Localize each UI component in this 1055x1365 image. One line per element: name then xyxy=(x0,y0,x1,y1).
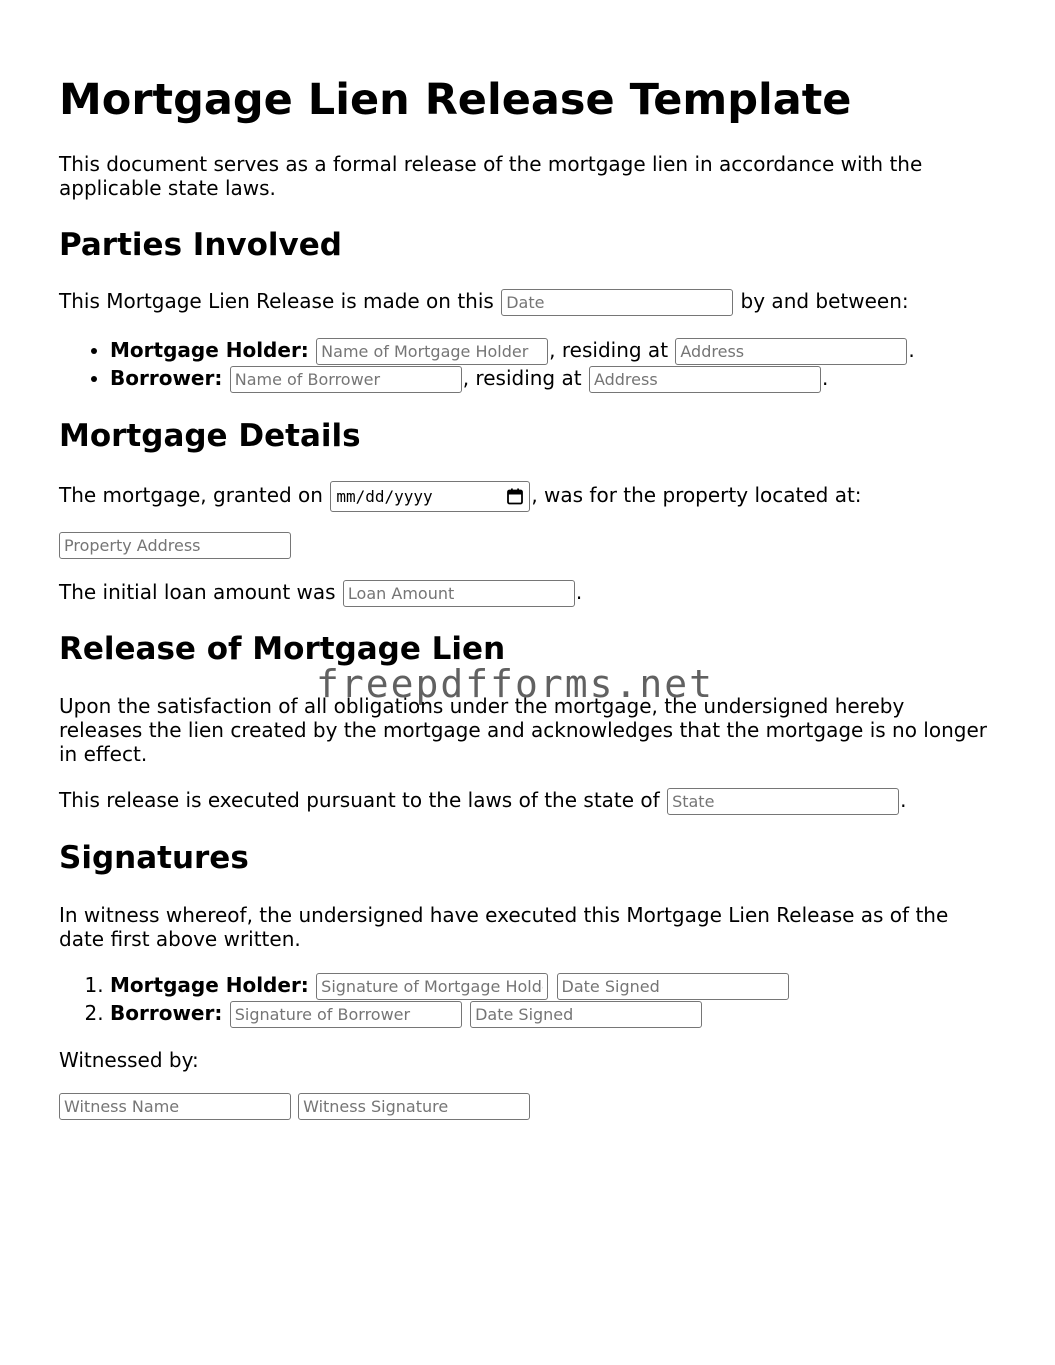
loan-prefix: The initial loan amount was xyxy=(59,580,336,604)
witness-name-input[interactable] xyxy=(59,1093,291,1120)
release-heading: Release of Mortgage Lien xyxy=(59,631,506,667)
parties-heading: Parties Involved xyxy=(59,227,342,263)
page-title: Mortgage Lien Release Template xyxy=(59,75,852,125)
property-address-line xyxy=(59,532,989,559)
calendar-icon[interactable] xyxy=(507,488,523,505)
holder-residing-text: , residing at xyxy=(549,338,669,362)
list-item-borrower-signature xyxy=(110,1000,989,1028)
borrower-residing-text: , residing at xyxy=(462,366,582,390)
parties-list xyxy=(59,337,989,393)
borrower-signature-input[interactable] xyxy=(230,1001,462,1028)
intro-text: This document serves as a formal release of the mortgage lien in accordance with the applicable state laws. xyxy=(59,152,923,200)
holder-signature-label: Mortgage Holder: xyxy=(110,973,309,997)
release-date-input[interactable] xyxy=(501,289,733,316)
holder-signature-input[interactable] xyxy=(316,973,548,1000)
witnessed-by-section xyxy=(59,1048,989,1072)
granted-suffix: , was for the property located at: xyxy=(531,483,862,507)
borrower-signature-label: Borrower: xyxy=(110,1001,223,1025)
borrower-label: Borrower: xyxy=(110,366,223,390)
mortgage-details-heading: Mortgage Details xyxy=(59,418,361,454)
holder-period: . xyxy=(908,338,915,362)
property-address-input[interactable] xyxy=(59,532,291,559)
mortgage-holder-name-input[interactable] xyxy=(316,338,548,365)
state-input[interactable] xyxy=(667,788,899,815)
borrower-date-signed-input[interactable] xyxy=(470,1001,702,1028)
release-body-section xyxy=(59,694,989,766)
holder-date-signed-input[interactable] xyxy=(557,973,789,1000)
list-item-mortgage-holder xyxy=(110,337,989,365)
witnessed-by-text: Witnessed by: xyxy=(59,1048,199,1072)
mortgage-date-picker[interactable] xyxy=(330,481,530,512)
made-on-suffix: by and between: xyxy=(740,289,909,313)
holder-label: Mortgage Holder: xyxy=(110,338,309,362)
witness-signature-input[interactable] xyxy=(298,1093,530,1120)
intro-section xyxy=(59,152,989,200)
loan-amount-input[interactable] xyxy=(343,580,575,607)
release-body-text: Upon the satisfaction of all obligations under the mortgage, the undersigned hereby releases the lien created by the mortgage and acknowledges that the mortgage is no longer in effect. xyxy=(59,694,987,766)
witness-fields-line xyxy=(59,1093,989,1120)
parties-made-on-line xyxy=(59,289,989,316)
granted-prefix: The mortgage, granted on xyxy=(59,483,323,507)
borrower-address-input[interactable] xyxy=(589,366,821,393)
state-period: . xyxy=(900,788,907,812)
watermark-text: freepdfforms.net xyxy=(316,662,715,706)
signatures-body-section xyxy=(59,903,989,951)
mortgage-holder-address-input[interactable] xyxy=(675,338,907,365)
signatures-body-text: In witness whereof, the undersigned have executed this Mortgage Lien Release as of the date first above written. xyxy=(59,903,949,951)
loan-amount-line xyxy=(59,580,989,607)
list-item-holder-signature xyxy=(110,972,989,1000)
date-format-text: mm/dd/yyyy xyxy=(336,486,433,506)
loan-period: . xyxy=(575,580,583,604)
state-line xyxy=(59,788,989,815)
made-on-prefix: This Mortgage Lien Release is made on this xyxy=(59,289,494,313)
list-item-borrower xyxy=(110,365,989,393)
signatures-heading: Signatures xyxy=(59,840,249,876)
borrower-name-input[interactable] xyxy=(230,366,462,393)
borrower-period: . xyxy=(821,366,829,390)
mortgage-granted-line xyxy=(59,481,989,512)
state-prefix: This release is executed pursuant to the laws of the state of xyxy=(59,788,660,812)
signatures-list xyxy=(59,972,989,1028)
